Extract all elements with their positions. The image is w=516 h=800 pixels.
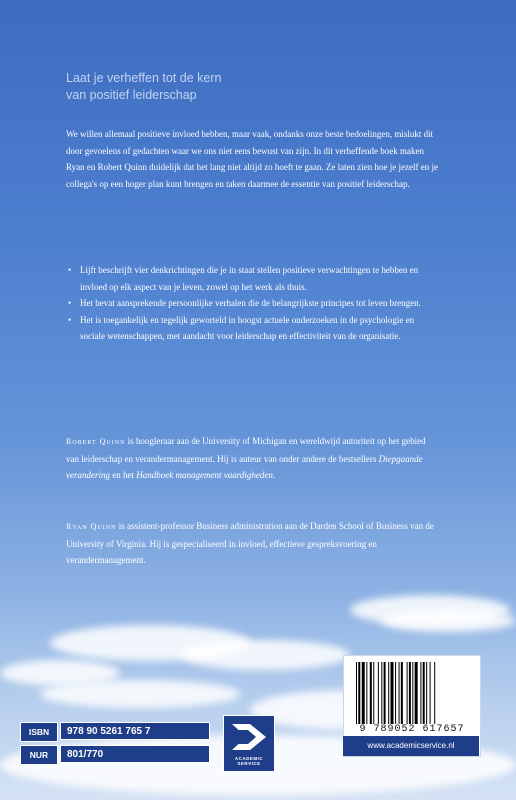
list-item bbox=[66, 262, 438, 295]
cloud bbox=[40, 680, 240, 708]
isbn-row bbox=[20, 722, 220, 742]
barcode-bar bbox=[366, 662, 367, 724]
barcode-bar bbox=[362, 662, 365, 724]
headline-line-1: Laat je verheffen tot de kern bbox=[66, 71, 222, 85]
barcode-bar bbox=[409, 662, 411, 724]
barcode-bar bbox=[407, 662, 408, 724]
publisher-name: ACADEMIC SERVICE bbox=[234, 756, 264, 766]
barcode-bar bbox=[426, 662, 427, 724]
bullet-icon: • bbox=[68, 314, 72, 325]
bullet-text: Het is toegankelijk en tegelijk geworteld in hoogst actuele onderzoeken in de psychologie en sociale wetenschappen, met aandacht voor leiderschap en effectiviteit van de organisatie. bbox=[80, 314, 415, 341]
bio-text: en het bbox=[110, 470, 137, 480]
nur-row bbox=[20, 745, 220, 765]
author-bio-ryan bbox=[66, 518, 438, 569]
barcode-bar bbox=[381, 662, 382, 724]
bullet-text: Lijft beschrijft vier denkrichtingen die je in staat stellen positieve verwachtingen te hebben en invloed op elk aspect van je leven, zowel op het werk als thuis. bbox=[80, 265, 419, 292]
barcode-bar bbox=[358, 662, 360, 724]
list-item bbox=[66, 295, 438, 312]
barcode-digits: 9 789052 617657 bbox=[359, 724, 465, 735]
list-item bbox=[66, 312, 438, 345]
cloud bbox=[180, 640, 350, 670]
publisher-url: www.academicservice.nl bbox=[343, 736, 479, 756]
barcode-bars bbox=[356, 662, 466, 724]
barcode-bar bbox=[395, 662, 396, 724]
barcode-bar bbox=[373, 662, 374, 724]
author-bio-robert bbox=[66, 433, 438, 484]
arrow-icon bbox=[230, 720, 268, 754]
barcode-bar bbox=[399, 662, 400, 724]
bullet-icon: • bbox=[68, 265, 72, 275]
barcode-bar bbox=[420, 662, 421, 724]
bullet-list bbox=[66, 262, 438, 345]
author-name: Robert Quinn bbox=[66, 437, 126, 446]
barcode-bar bbox=[388, 662, 389, 724]
cloud bbox=[380, 610, 516, 632]
book-title: Diepgaande verandering bbox=[66, 453, 423, 480]
isbn-value: 978 90 5261 765 7 bbox=[60, 722, 210, 740]
isbn-label: ISBN bbox=[20, 722, 58, 742]
publisher-logo bbox=[223, 715, 275, 772]
book-title: Handboek management vaardigheden bbox=[136, 470, 273, 480]
bullet-icon: • bbox=[68, 298, 72, 308]
barcode-bar bbox=[415, 662, 418, 724]
nur-label: NUR bbox=[20, 745, 58, 765]
barcode-bar bbox=[412, 662, 413, 724]
barcode-bar bbox=[391, 662, 394, 724]
headline-line-2: van positief leiderschap bbox=[66, 88, 197, 102]
barcode-bar bbox=[356, 662, 357, 724]
bio-text: . bbox=[272, 470, 276, 480]
barcode-bar bbox=[401, 662, 403, 724]
barcode-bar bbox=[378, 662, 379, 724]
nur-value: 801/770 bbox=[60, 745, 210, 763]
headline bbox=[66, 70, 426, 104]
intro-paragraph: We willen allemaal positieve invloed hebben, maar vaak, ondanks onze beste bedoelingen, mislukt dit door gevoelens of gedachten waar we ons niet eens bewust van zijn. In dit verheffende boek maken Ryan en Robert Quinn duidelijk dat het lang niet altijd zo hoeft te gaan. Ze laten zien hoe je jezelf en je collega's op een hoger plan kunt brengen en taken daarmee de essentie van positief leiderschap. bbox=[66, 129, 439, 189]
barcode-bar bbox=[430, 662, 431, 724]
book-identifiers bbox=[20, 722, 220, 768]
barcode-bar bbox=[423, 662, 425, 724]
barcode-bar bbox=[434, 662, 435, 724]
author-name: Ryan Quinn bbox=[66, 522, 117, 531]
barcode-bar bbox=[370, 662, 372, 724]
bio-text: is hoogleraar aan de University of Michigan en wereldwijd autoriteit op het gebied van leiderschap en verandermanagement. Hij is auteur van onder andere de bestsellers bbox=[66, 436, 426, 464]
bullet-text: Het bevat aansprekende persoonlijke verhalen die de belangrijkste principes tot leven brengen. bbox=[80, 298, 421, 308]
bio-text: is assistent-professor Business administration aan de Darden School of Business van de University of Virginia. Hij is gespecialiseerd in invloed, effectieve gespreksvoering en verandermanagement. bbox=[66, 521, 434, 565]
barcode-bar bbox=[384, 662, 386, 724]
